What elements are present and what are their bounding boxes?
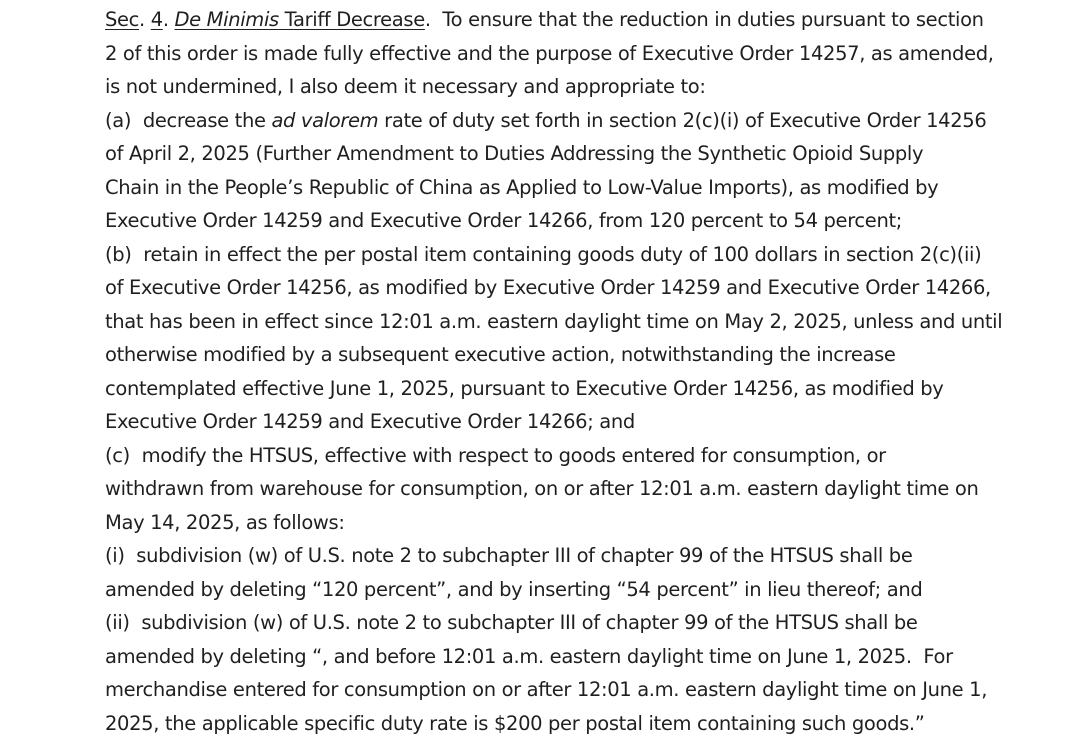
intro-line-2: 2 of this order is made fully effective and the purpose of Executive Order 14257, as amended,	[105, 41, 994, 65]
item-a-rest: rate of duty set forth in section 2(c)(i) of Executive Order 14256	[378, 108, 987, 132]
intro-line-1: To ensure that the reduction in duties pursuant to section	[430, 8, 984, 31]
section-title	[175, 8, 425, 31]
item-a-marker: (a)	[105, 108, 143, 132]
section-label: Sec	[105, 8, 140, 31]
item-b-line-5: contemplated effective June 1, 2025, pursuant to Executive Order 14256, as modified by	[105, 376, 944, 400]
item-b-line-2: of Executive Order 14256, as modified by Executive Order 14259 and Executive Order 14266,	[105, 276, 991, 299]
item-c-ii-line-1: (ii) subdivision (w) of U.S. note 2 to subchapter III of chapter 99 of the HTSUS shall be	[105, 611, 918, 634]
item-c-ii-line-2: amended by deleting “, and before 12:01 a.m. eastern daylight time on June 1, 2025. For	[105, 644, 953, 668]
document-body	[105, 3, 1045, 740]
item-b-line-6: Executive Order 14259 and Executive Order 14266; and	[105, 410, 635, 433]
item-b-line-4: otherwise modified by a subsequent executive action, notwithstanding the increase	[105, 343, 896, 366]
item-b-line-1: (b) retain in effect the per postal item containing goods duty of 100 dollars in section 2(c)(ii)	[105, 242, 982, 266]
item-c-i-line-2: amended by deleting “120 percent”, and by inserting “54 percent” in lieu thereof; and	[105, 577, 923, 601]
section-number: 4	[150, 8, 163, 31]
item-a-line-3: Chain in the People’s Republic of China as Applied to Low-Value Imports), as modified by	[105, 175, 939, 199]
item-c-line-2: withdrawn from warehouse for consumption, on or after 12:01 a.m. eastern daylight time on	[105, 477, 979, 500]
item-b-line-3: that has been in effect since 12:01 a.m. eastern daylight time on May 2, 2025, unless and until	[105, 309, 1003, 333]
item-a-line-1	[105, 104, 1045, 138]
section-title-italic: De Minimis	[174, 8, 279, 31]
section-title-rest: Tariff Decrease	[278, 8, 425, 31]
item-a-italic-term: ad valorem	[271, 108, 379, 132]
item-a-line-4: Executive Order 14259 and Executive Order 14266, from 120 percent to 54 percent;	[105, 209, 902, 232]
intro-line-3: is not undermined, I also deem it necessary and appropriate to:	[105, 75, 706, 98]
item-c-line-3: May 14, 2025, as follows:	[105, 510, 345, 534]
section-heading-line: Sec. 4. De Minimis Tariff Decrease. To ensure that the reduction in duties pursuant to section	[105, 8, 984, 31]
item-a-pre: decrease the	[142, 108, 272, 132]
item-c-line-1: (c) modify the HTSUS, effective with respect to goods entered for consumption, or	[105, 443, 886, 467]
item-c-ii-line-3: merchandise entered for consumption on or after 12:01 a.m. eastern daylight time on June 1,	[105, 678, 988, 701]
item-c-i-line-1: (i) subdivision (w) of U.S. note 2 to subchapter III of chapter 99 of the HTSUS shall be	[105, 544, 913, 567]
item-c-ii-line-4: 2025, the applicable specific duty rate is $200 per postal item containing such goods.”	[105, 711, 925, 735]
item-a-line-2: of April 2, 2025 (Further Amendment to Duties Addressing the Synthetic Opioid Supply	[105, 142, 924, 165]
